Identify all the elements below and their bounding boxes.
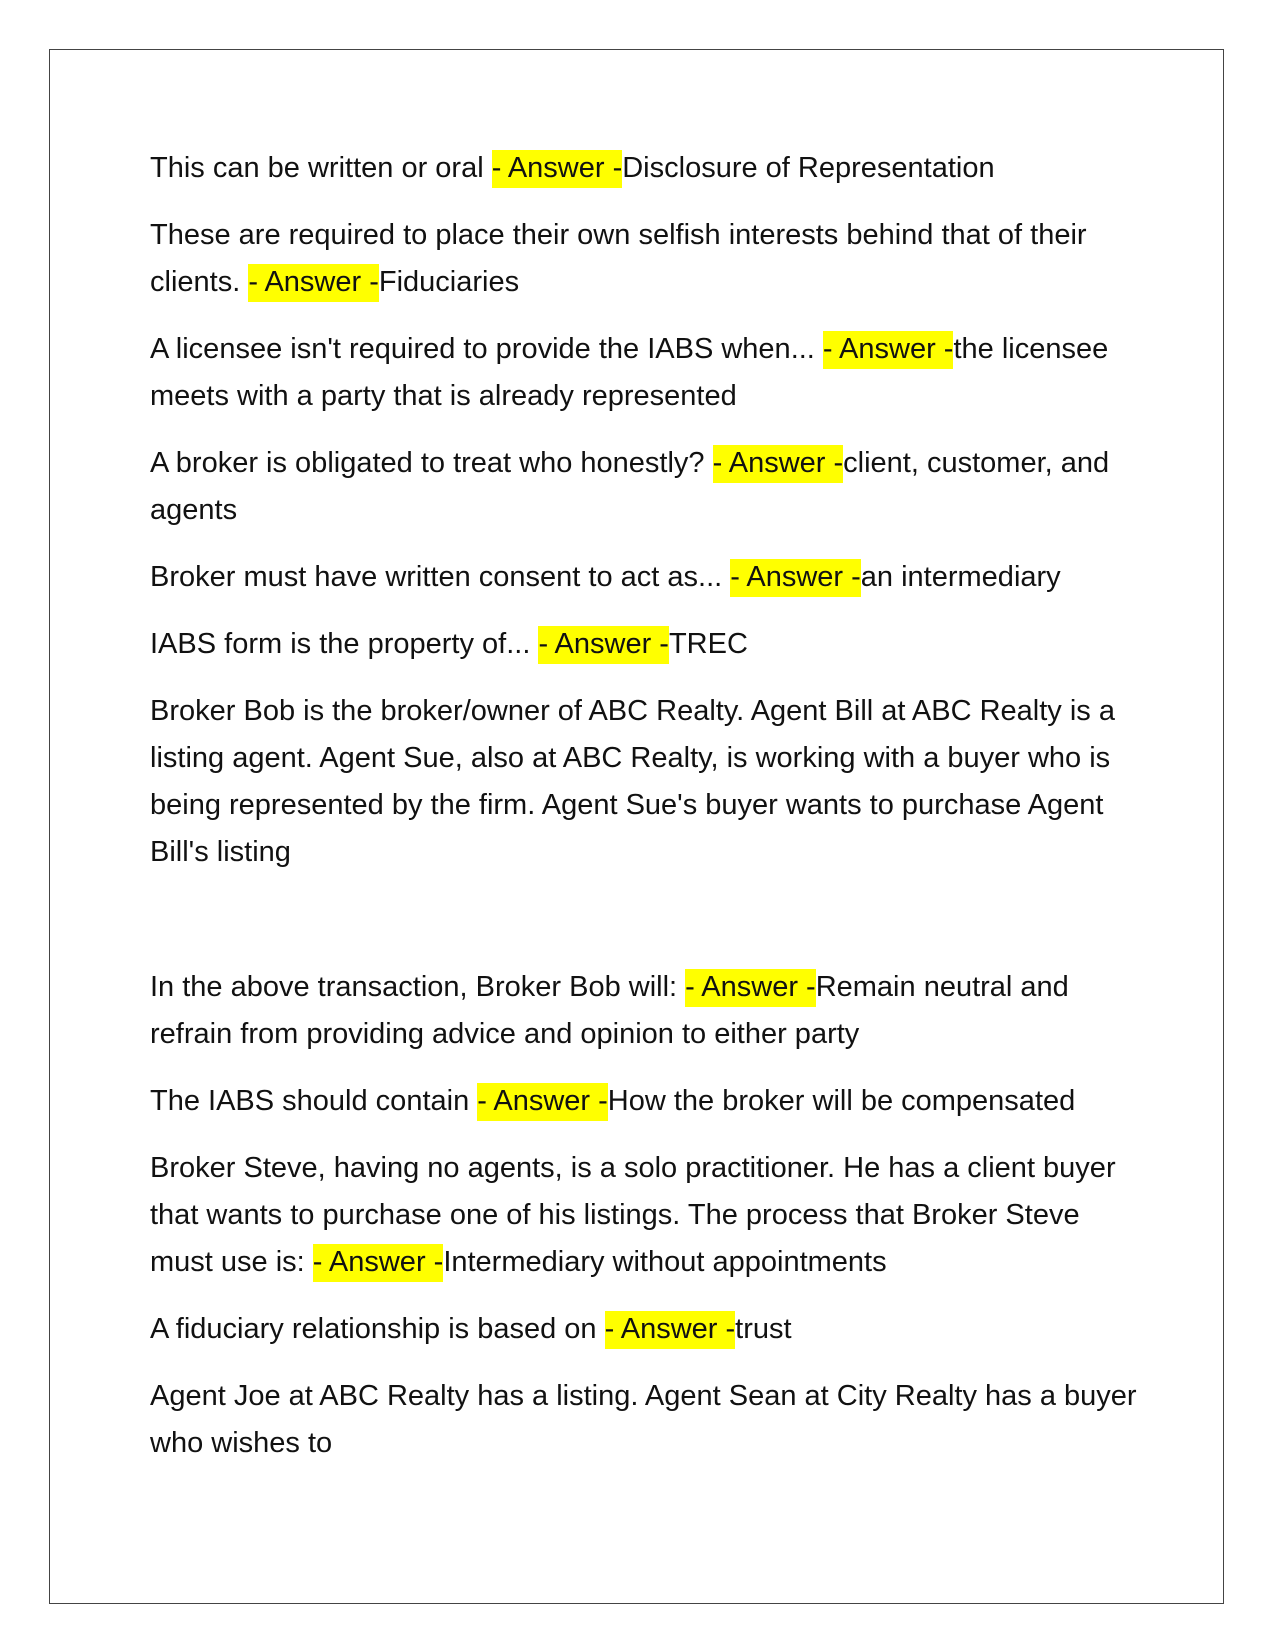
document-body [150, 145, 1150, 1487]
qa-item-5 [150, 554, 1150, 601]
answer-text: client, customer, and agents [150, 447, 1110, 526]
answer-marker: - Answer - [730, 559, 861, 597]
answer-text: Disclosure of Representation [622, 152, 995, 184]
scenario-paragraph: Broker Bob is the broker/owner of ABC Realty. Agent Bill at ABC Realty is a listing agent. Agent Sue, also at ABC Realty, is working with a buyer who is being represented by the firm. Agent Sue's buyer wants to purchase Agent Bill's listing [150, 695, 1115, 868]
qa-item-8 [150, 1078, 1150, 1125]
qa-item-3 [150, 326, 1150, 420]
question-text: IABS form is the property of... [150, 628, 539, 660]
answer-marker: - Answer - [713, 445, 844, 483]
qa-item-6 [150, 621, 1150, 668]
answer-marker: - Answer - [605, 1311, 736, 1349]
answer-marker: - Answer - [313, 1244, 444, 1282]
trailing-paragraph: Agent Joe at ABC Realty has a listing. Agent Sean at City Realty has a buyer who wishes to [150, 1380, 1137, 1459]
answer-marker: - Answer - [492, 150, 623, 188]
qa-item-10 [150, 1306, 1150, 1353]
qa-item-7 [150, 964, 1150, 1058]
answer-text: Fiduciaries [378, 266, 520, 298]
question-text: A broker is obligated to treat who honestly? [150, 447, 713, 479]
qa-item-4 [150, 440, 1150, 534]
qa-item-9 [150, 1145, 1150, 1286]
question-text: A licensee isn't required to provide the IABS when... [150, 333, 823, 365]
answer-text: the licensee meets with a party that is already represented [150, 333, 1109, 412]
question-text: This can be written or oral [150, 152, 492, 184]
question-text: The IABS should contain [150, 1085, 478, 1117]
answer-marker: - Answer - [248, 264, 379, 302]
qa-item-1 [150, 145, 1150, 192]
answer-text: How the broker will be compensated [607, 1085, 1076, 1117]
answer-marker: - Answer - [685, 969, 816, 1007]
question-text: These are required to place their own selfish interests behind that of their clients. [150, 219, 1087, 298]
answer-marker: - Answer - [823, 331, 954, 369]
answer-text: TREC [668, 628, 748, 660]
qa-item-2 [150, 212, 1150, 306]
question-text: In the above transaction, Broker Bob will: [150, 971, 686, 1003]
answer-text: Intermediary without appointments [443, 1246, 887, 1278]
question-text: A fiduciary relationship is based on [150, 1313, 605, 1345]
answer-text: trust [735, 1313, 792, 1345]
question-text: Broker Steve, having no agents, is a solo practitioner. He has a client buyer that wants to purchase one of his listings. The process that Broker Steve must use is: [150, 1152, 1116, 1278]
answer-marker: - Answer - [538, 626, 669, 664]
question-text: Broker must have written consent to act as... [150, 561, 731, 593]
answer-text: Remain neutral and refrain from providing advice and opinion to either party [150, 971, 1069, 1050]
answer-text: an intermediary [860, 561, 1061, 593]
answer-marker: - Answer - [477, 1083, 608, 1121]
